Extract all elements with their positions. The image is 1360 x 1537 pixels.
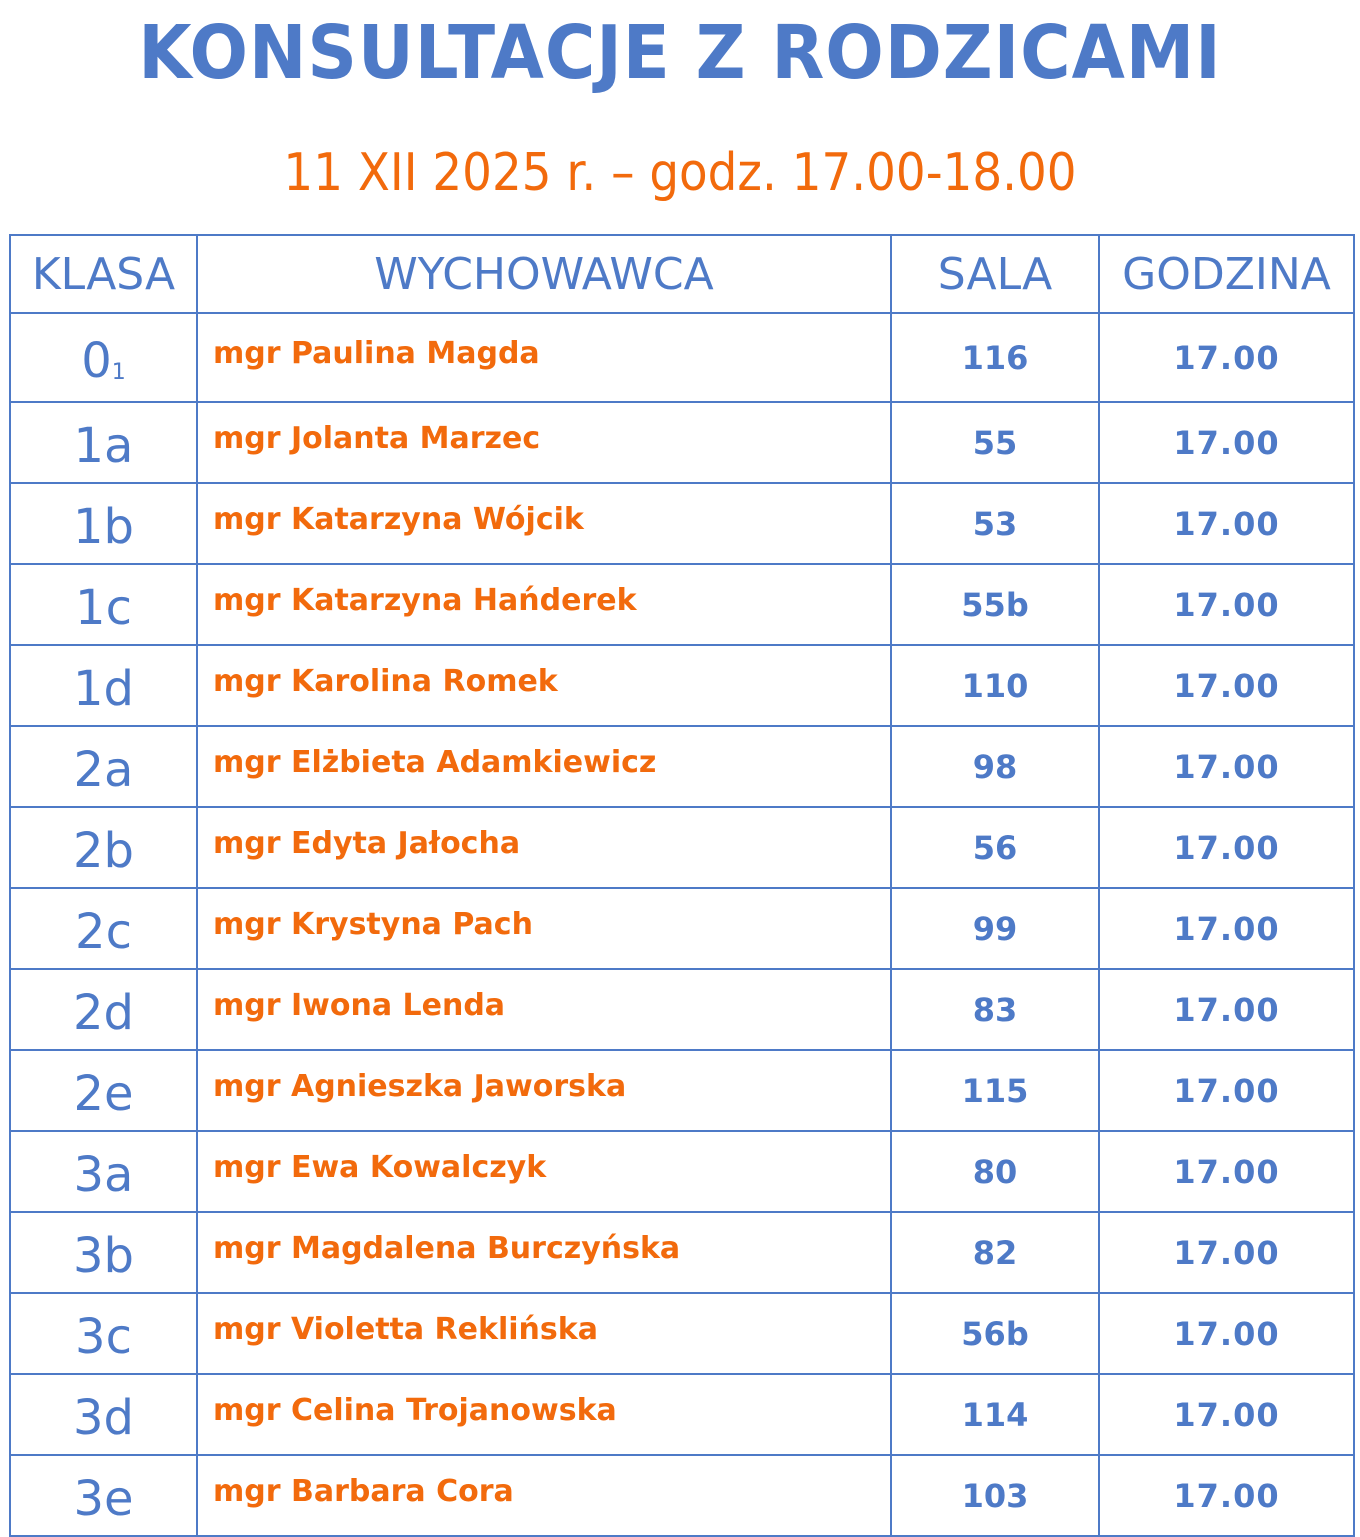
table-row [10,1455,1354,1536]
class-label: 1d [72,660,134,717]
class-cell [10,807,197,888]
teacher-cell: mgr Elżbieta Adamkiewicz [197,726,891,807]
time-cell: 17.00 [1099,1212,1354,1293]
class-cell [10,645,197,726]
time-cell: 17.00 [1099,564,1354,645]
teacher-cell: mgr Barbara Cora [197,1455,891,1536]
time-cell: 17.00 [1099,726,1354,807]
teacher-cell: mgr Jolanta Marzec [197,402,891,483]
table-row [10,564,1354,645]
table-row [10,1212,1354,1293]
room-cell: 53 [891,483,1099,564]
class-cell [10,969,197,1050]
room-cell: 83 [891,969,1099,1050]
teacher-cell: mgr Krystyna Pach [197,888,891,969]
class-cell [10,1293,197,1374]
room-cell: 116 [891,313,1099,402]
class-label: 1b [72,498,134,555]
teacher-cell: mgr Celina Trojanowska [197,1374,891,1455]
date-time-subtitle: 11 XII 2025 r. – godz. 17.00-18.00 [283,143,1077,203]
teacher-cell: mgr Ewa Kowalczyk [197,1131,891,1212]
time-cell: 17.00 [1099,645,1354,726]
table-row [10,313,1354,402]
teacher-cell: mgr Karolina Romek [197,645,891,726]
consultation-table [9,234,1355,1537]
teacher-cell: mgr Violetta Reklińska [197,1293,891,1374]
room-cell: 55 [891,402,1099,483]
time-cell: 17.00 [1099,483,1354,564]
time-cell: 17.00 [1099,402,1354,483]
table-row [10,1050,1354,1131]
time-cell: 17.00 [1099,1131,1354,1212]
time-cell: 17.00 [1099,1374,1354,1455]
class-cell [10,483,197,564]
teacher-cell: mgr Magdalena Burczyńska [197,1212,891,1293]
room-cell: 99 [891,888,1099,969]
teacher-cell: mgr Agnieszka Jaworska [197,1050,891,1131]
class-cell [10,1374,197,1455]
teacher-cell: mgr Paulina Magda [197,313,891,402]
table-row [10,726,1354,807]
time-cell: 17.00 [1099,888,1354,969]
teacher-cell: mgr Iwona Lenda [197,969,891,1050]
room-cell: 82 [891,1212,1099,1293]
room-cell: 80 [891,1131,1099,1212]
room-cell: 115 [891,1050,1099,1131]
column-header-wychowawca: WYCHOWAWCA [197,235,891,313]
teacher-cell: mgr Edyta Jałocha [197,807,891,888]
class-cell [10,313,197,402]
class-label: 3c [75,1308,132,1365]
room-cell: 98 [891,726,1099,807]
room-cell: 56 [891,807,1099,888]
class-cell [10,1455,197,1536]
table-row [10,1131,1354,1212]
table-row [10,1293,1354,1374]
column-header-klasa: KLASA [10,235,197,313]
class-subscript: 1 [111,359,126,385]
class-label: 2d [72,984,134,1041]
column-header-sala: SALA [891,235,1099,313]
table-row [10,969,1354,1050]
class-label: 1a [73,417,134,474]
table-row [10,402,1354,483]
room-cell: 56b [891,1293,1099,1374]
class-label: 3b [72,1227,134,1284]
class-label: 2a [73,741,134,798]
class-label: 3a [73,1146,134,1203]
time-cell: 17.00 [1099,313,1354,402]
teacher-cell: mgr Katarzyna Hańderek [197,564,891,645]
class-label: 2e [73,1065,134,1122]
table-row [10,483,1354,564]
room-cell: 55b [891,564,1099,645]
page-title: KONSULTACJE Z RODZICAMI [138,10,1222,96]
room-cell: 114 [891,1374,1099,1455]
table-row [10,888,1354,969]
time-cell: 17.00 [1099,807,1354,888]
class-cell [10,1131,197,1212]
class-cell [10,564,197,645]
room-cell: 103 [891,1455,1099,1536]
table-row [10,645,1354,726]
time-cell: 17.00 [1099,1455,1354,1536]
class-cell [10,402,197,483]
class-label: 0 [81,332,112,389]
teacher-cell: mgr Katarzyna Wójcik [197,483,891,564]
table-row [10,807,1354,888]
class-label: 3d [72,1389,134,1446]
class-label: 2c [75,903,132,960]
class-cell [10,1050,197,1131]
time-cell: 17.00 [1099,1050,1354,1131]
table-header-row [10,235,1354,313]
table-row [10,1374,1354,1455]
time-cell: 17.00 [1099,1293,1354,1374]
class-cell [10,726,197,807]
class-label: 3e [73,1470,134,1527]
class-cell [10,1212,197,1293]
column-header-godzina: GODZINA [1099,235,1354,313]
time-cell: 17.00 [1099,969,1354,1050]
class-label: 1c [75,579,132,636]
class-cell [10,888,197,969]
class-label: 2b [72,822,134,879]
room-cell: 110 [891,645,1099,726]
